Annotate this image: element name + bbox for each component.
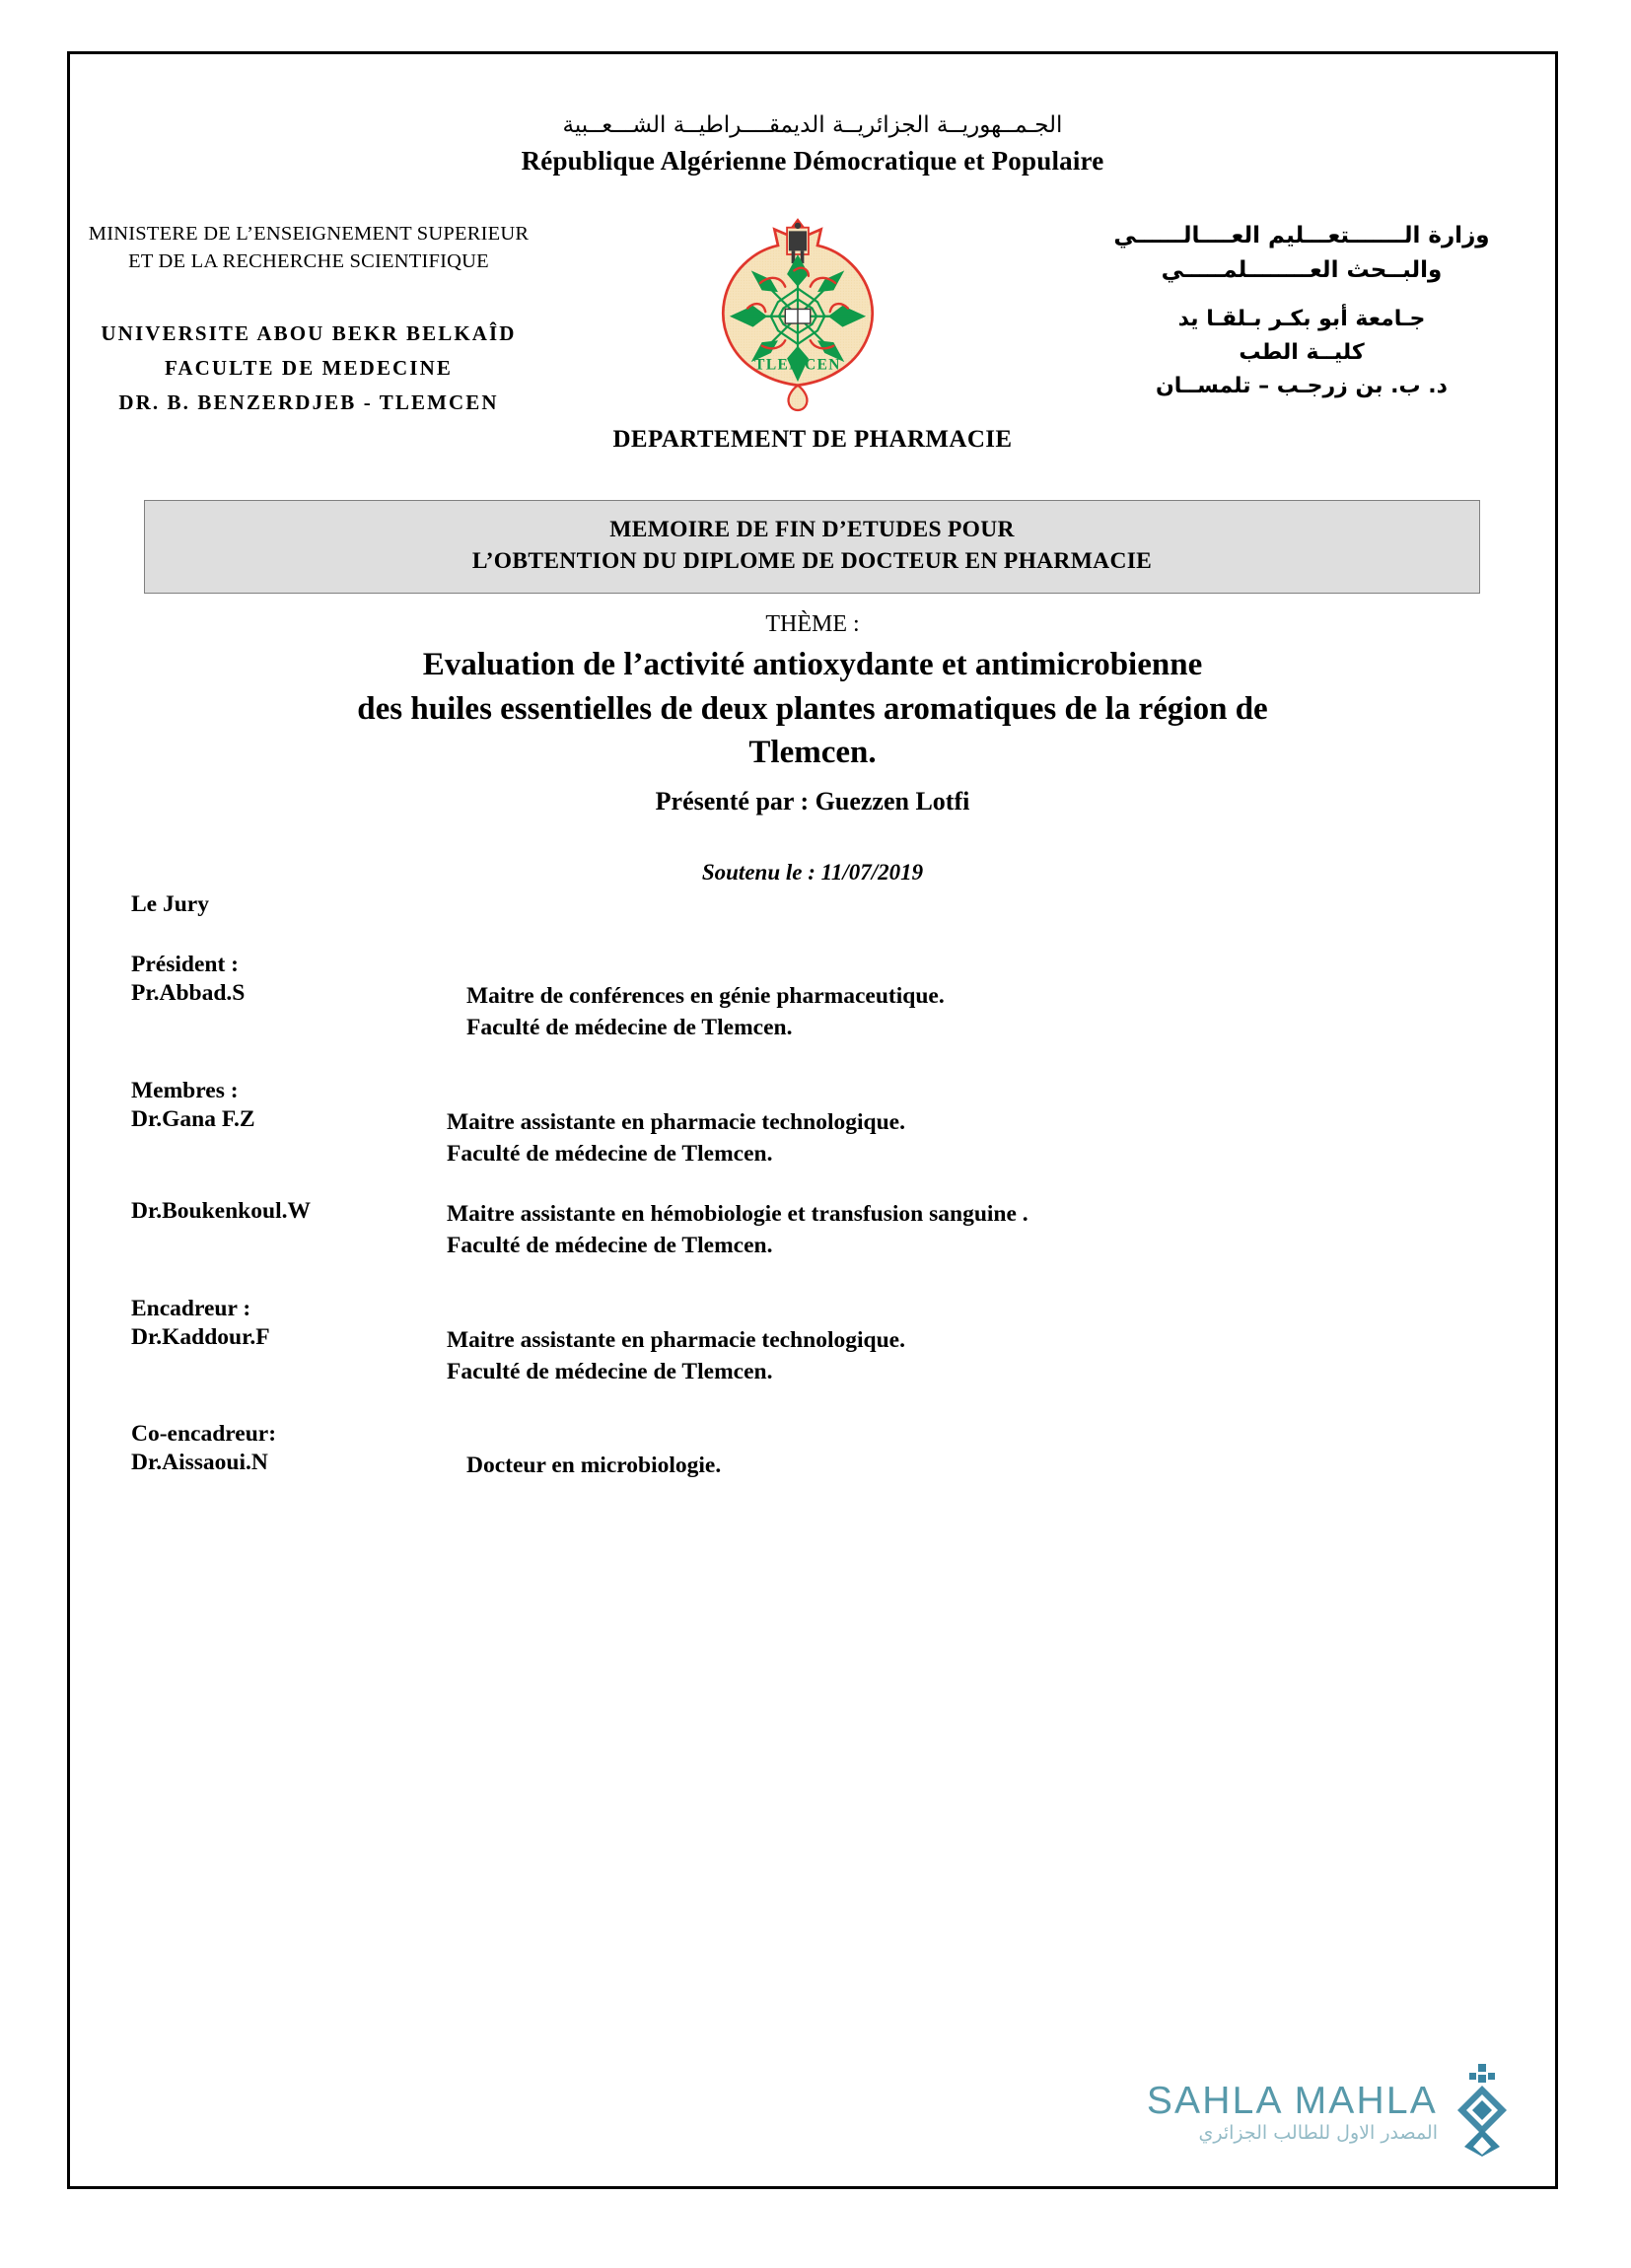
thesis-title-line-3: Tlemcen. [748,735,877,771]
jury-member-desc-line-2: Faculté de médecine de Tlemcen. [447,1233,773,1259]
university-arabic-block [1045,303,1558,403]
thesis-title-line-1: Evaluation de l’activité antioxydante et antimicrobienne [422,647,1203,682]
institution-right-column [1045,209,1558,403]
jury-member-description [447,1198,1512,1262]
jury-member-description [447,1106,1512,1170]
university-arabic-line-1: جـامعة أبو بكـر بـلقـا يد [1177,307,1426,331]
memoire-line-1: MEMOIRE DE FIN D’ETUDES POUR [609,517,1015,542]
jury-member-desc-line-1: Maitre assistante en pharmacie technologique. [447,1326,905,1353]
university-logo [704,215,891,412]
university-line-1: UNIVERSITE ABOU BEKR BELKAÎD [101,321,517,346]
republic-arabic-heading: الجـمــهوريــة الجزائريــة الديمقــــراطيــة الشـــعــبية [562,112,1063,138]
jury-member-desc-line-1: Maitre assistante en pharmacie technologique. [447,1108,905,1135]
jury-member-description [447,980,1512,1044]
theme-label: THÈME : [765,611,860,637]
jury-president-label: Président : [131,952,239,977]
jury-member-desc-line-2: Faculté de médecine de Tlemcen. [466,1015,793,1041]
ministry-line-1: MINISTERE DE L’ENSEIGNEMENT SUPERIEUR [88,223,530,245]
department-heading: DEPARTEMENT DE PHARMACIE [612,426,1013,453]
watermark-logo [1446,2062,1519,2162]
presented-by: Présenté par : Guezzen Lotfi [655,787,970,815]
jury-member-name: Dr.Boukenkoul.W [131,1197,311,1224]
jury-row [131,1198,1512,1262]
logo-tlemcen-text: TLEMCEN [754,356,841,374]
defense-date: Soutenu le : 11/07/2019 [701,860,924,885]
jury-supervisor-label: Encadreur : [131,1295,251,1321]
jury-heading: Le Jury [131,891,209,917]
ministry-arabic-block [1045,219,1558,287]
thesis-title [126,643,1499,775]
jury-member-desc-line-1: Docteur en microbiologie. [466,1453,722,1479]
university-block [67,317,550,419]
jury-member-description [447,1450,1512,1481]
university-arabic-line-2: كليــة الطب [1239,340,1365,366]
jury-member-description [447,1324,1512,1388]
jury-member-desc-line-2: Faculté de médecine de Tlemcen. [447,1141,773,1168]
university-crest-icon [704,215,891,412]
jury-members-label: Membres : [131,1077,239,1103]
jury-member-desc-line-2: Faculté de médecine de Tlemcen. [447,1358,773,1384]
republic-french-heading: République Algérienne Démocratique et Populaire [521,145,1104,176]
memoire-line-2: L’OBTENTION DU DIPLOME DE DOCTEUR EN PHARMACIE [471,548,1153,574]
ministry-block [67,221,550,275]
jury-member-desc-line-1: Maitre de conférences en génie pharmaceutique. [466,983,945,1009]
watermark-title: SAHLA MAHLA [1146,2079,1438,2122]
jury-row [131,1106,1512,1170]
diamond-ornament-icon [1446,2062,1519,2157]
watermark-subtitle: المصدر الاول للطالب الجزائري [1198,2121,1438,2144]
jury-row [131,980,1512,1044]
ministry-line-2: ET DE LA RECHERCHE SCIENTIFIQUE [128,249,489,272]
university-line-3: DR. B. BENZERDJEB - TLEMCEN [118,390,499,414]
jury-member-name: Dr.Gana F.Z [131,1105,255,1132]
jury-row [131,1450,1512,1481]
jury-member-desc-line-1: Maitre assistante en hémobiologie et transfusion sanguine . [447,1200,1028,1227]
jury-row [131,1324,1512,1388]
jury-member-name: Pr.Abbad.S [131,980,246,1006]
university-line-2: FACULTE DE MEDECINE [165,355,453,380]
university-arabic-line-3: د. ب. بن زرجـب – تلمســان [1156,374,1448,399]
jury-cosupervisor-label: Co-encadreur: [131,1421,277,1448]
memoire-box [144,500,1480,594]
institution-band [67,209,1558,419]
jury-member-name: Dr.Aissaoui.N [131,1450,268,1476]
document-page [67,51,1558,2189]
ministry-arabic-line-1: وزارة الـــــــتعـــليم العــــالــــــي [1113,223,1490,248]
sahla-mahla-watermark [1147,2062,1519,2162]
jury-member-name: Dr.Kaddour.F [131,1323,270,1350]
institution-center-column [684,209,911,412]
jury-section [131,880,1512,1482]
thesis-title-line-2: des huiles essentielles de deux plantes aromatiques de la région de [357,690,1268,727]
watermark-texts [1146,2079,1438,2144]
ministry-arabic-line-2: والبــحث العــــــــلمـــــي [1161,256,1443,283]
institution-left-column [67,209,550,419]
